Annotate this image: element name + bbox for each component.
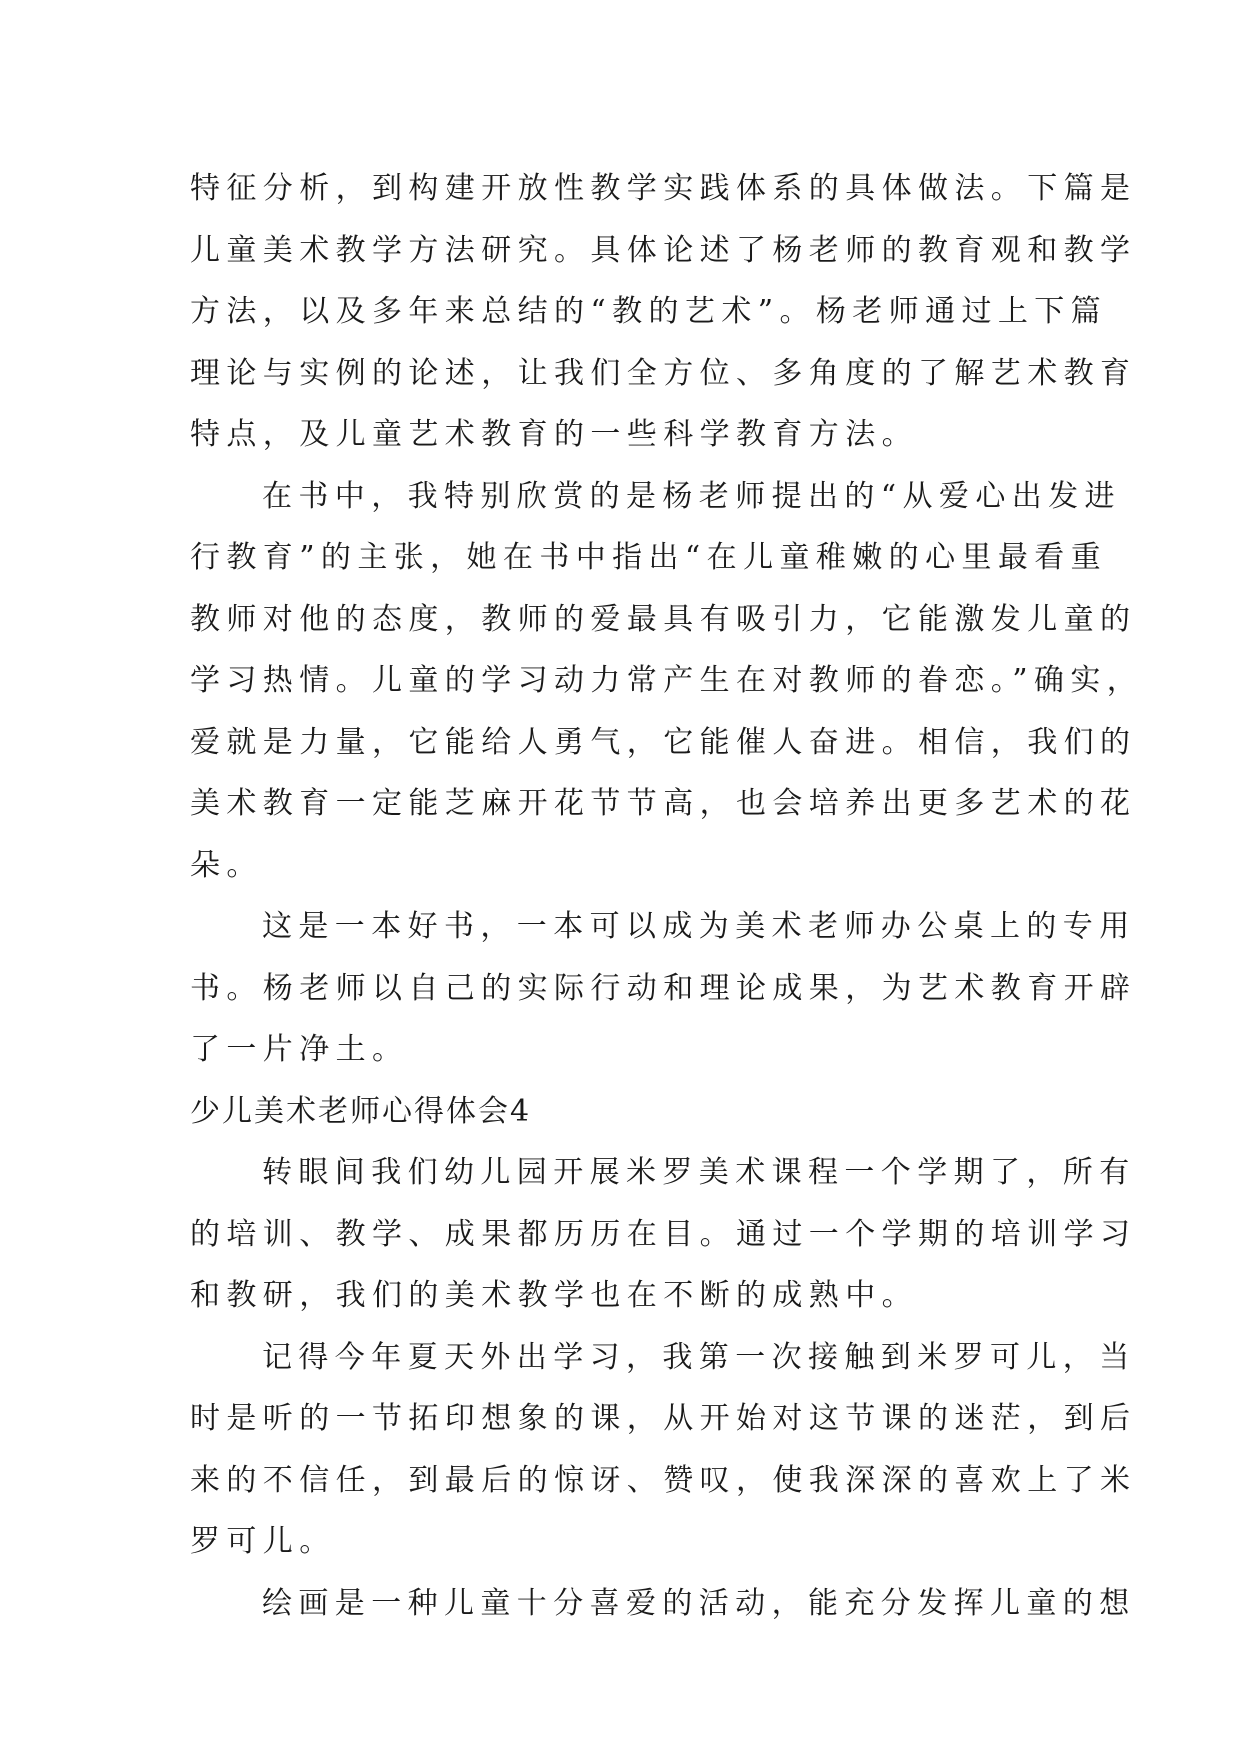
text-line: 这是一本好书，一本可以成为美术老师办公桌上的专用 [262,909,1136,944]
text-line: 特点，及儿童艺术教育的一些科学教育方法。 [190,417,918,452]
text-line: 的培训、教学、成果都历历在目。通过一个学期的培训学习 [190,1216,1137,1252]
text-line: 方法，以及多年来总结的“教的艺术”。杨老师通过上下篇 [190,294,1108,329]
text-line: 了一片净土。 [190,1032,409,1067]
text-line: 在书中，我特别欣赏的是杨老师提出的“从爱心出发进 [262,478,1121,514]
text-line: 书。杨老师以自己的实际行动和理论成果，为艺术教育开辟 [190,970,1137,1006]
document-body [190,158,1144,1634]
text-line: 爱就是力量，它能给人勇气，它能催人奋进。相信，我们的 [190,724,1137,760]
section-heading: 少儿美术老师心得体会4 [190,1093,532,1129]
text-line: 朵。 [190,847,263,883]
text-line: 来的不信任，到最后的惊讶、赞叹，使我深深的喜欢上了米 [190,1462,1137,1498]
text-line: 转眼间我们幼儿园开展米罗美术课程一个学期了，所有 [262,1155,1136,1190]
text-line: 和教研，我们的美术教学也在不断的成熟中。 [190,1278,918,1313]
text-line: 特征分析，到构建开放性教学实践体系的具体做法。下篇是 [190,171,1137,206]
text-line: 教师对他的态度，教师的爱最具有吸引力，它能激发儿童的 [190,601,1137,637]
text-line: 时是听的一节拓印想象的课，从开始对这节课的迷茫，到后 [190,1401,1137,1436]
text-line: 学习热情。儿童的学习动力常产生在对教师的眷恋。”确实， [190,663,1144,698]
text-line: 罗可儿。 [190,1524,336,1559]
text-line: 美术教育一定能芝麻开花节节高，也会培养出更多艺术的花 [190,786,1137,821]
text-line: 绘画是一种儿童十分喜爱的活动，能充分发挥儿童的想 [262,1585,1136,1621]
text-line: 记得今年夏天外出学习，我第一次接触到米罗可儿，当 [262,1339,1136,1375]
text-line: 儿童美术教学方法研究。具体论述了杨老师的教育观和教学 [190,232,1137,268]
text-line: 行教育”的主张，她在书中指出“在儿童稚嫩的心里最看重 [190,540,1108,575]
text-line: 理论与实例的论述，让我们全方位、多角度的了解艺术教育 [190,355,1137,391]
